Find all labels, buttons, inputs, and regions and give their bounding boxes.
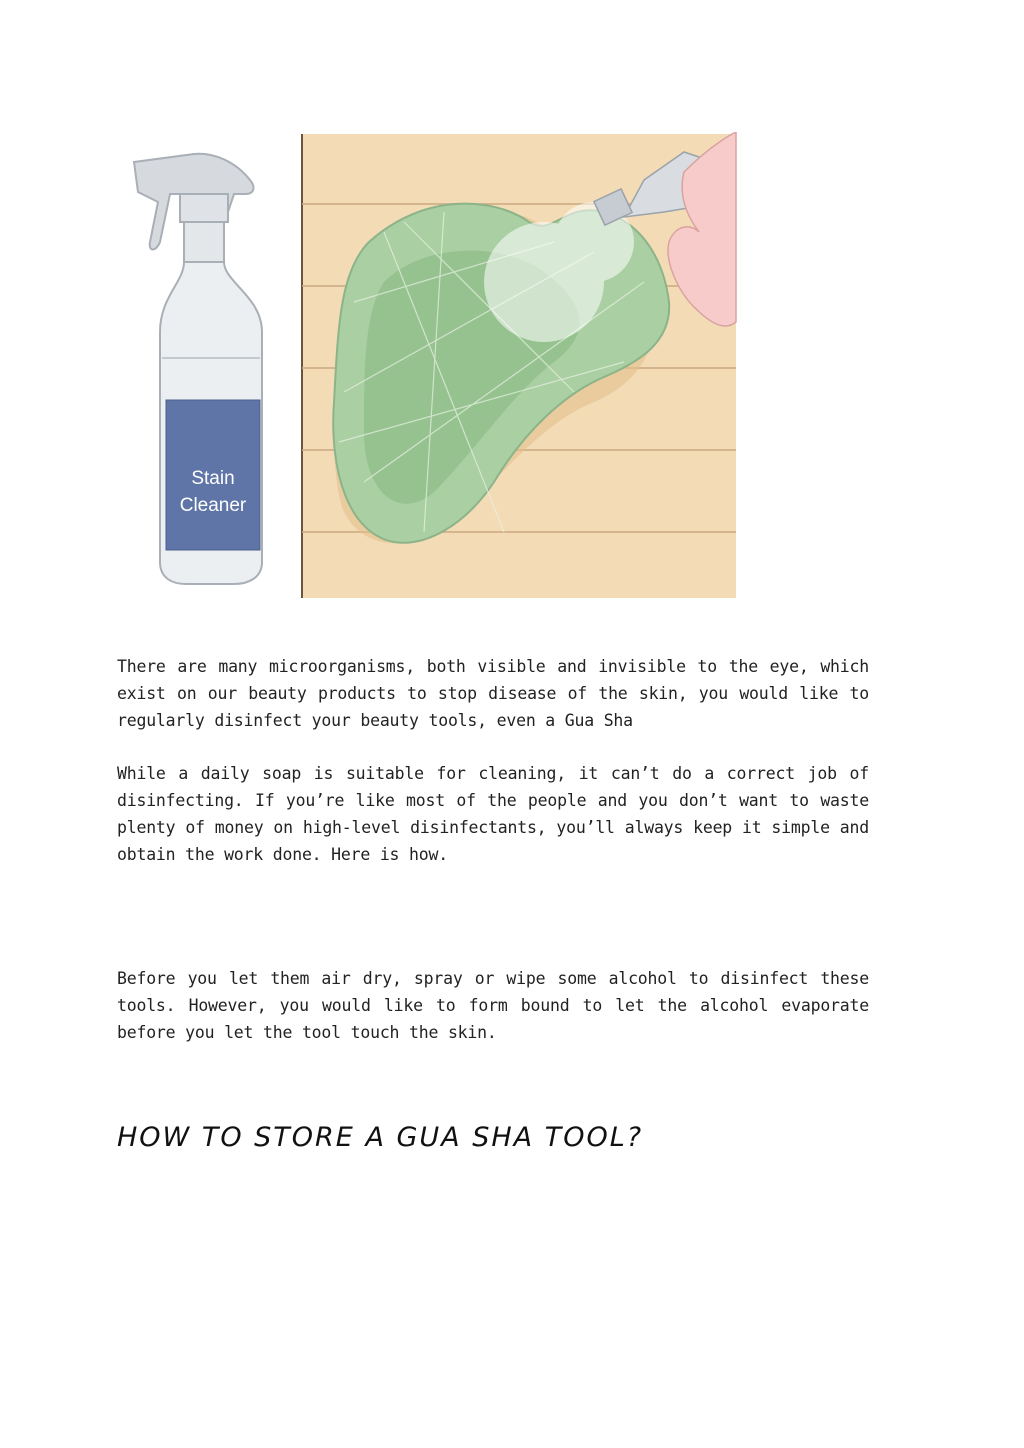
paragraph-alcohol: Before you let them air dry, spray or wipe some alcohol to disinfect these tools. However, you would like to form bound to let the alcohol evaporate before you let the tool touch the skin.	[117, 969, 869, 1042]
paragraph-microorganisms: There are many microorganisms, both visible and invisible to the eye, which exist on our beauty products to stop disease of the skin, you would like to regularly disinfect your beauty tools, even a Gua Sha	[117, 657, 869, 730]
bottle-label-line1: Stain	[191, 468, 235, 489]
section-heading: HOW TO STORE A GUA SHA TOOL?	[117, 1122, 644, 1153]
spray-bottle	[134, 154, 262, 584]
bottle-label-line2: Cleaner	[179, 495, 247, 516]
cleaning-illustration	[124, 132, 738, 600]
paragraph-soap: While a daily soap is suitable for cleaning, it can’t do a correct job of disinfecting. If you’re like most of the people and you don’t want to waste plenty of money on high-level disinfectants, you’ll always keep it simple and obtain the work done. Here is how.	[117, 764, 869, 864]
